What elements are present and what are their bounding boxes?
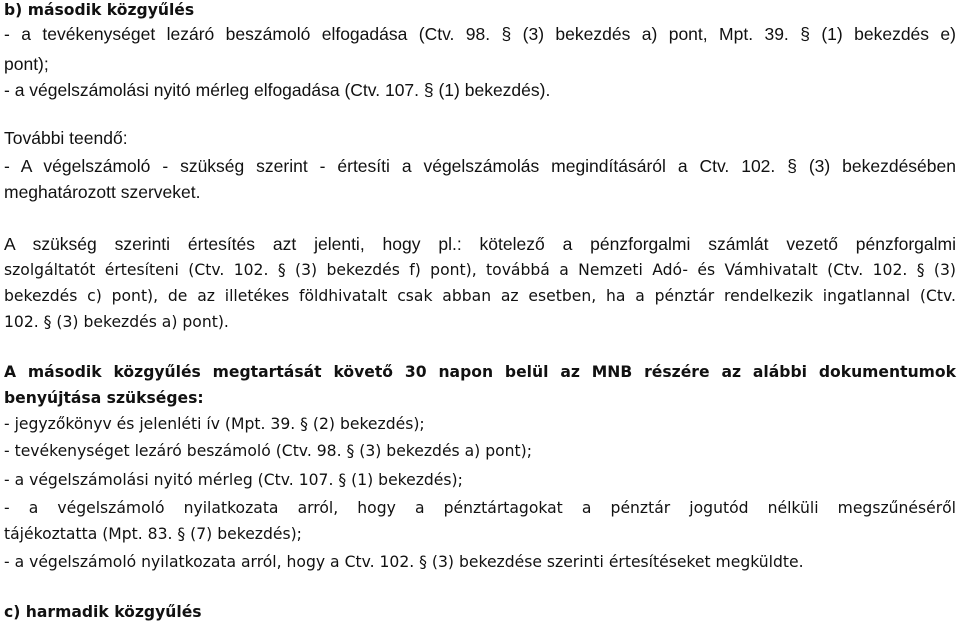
section-c-heading: c) harmadik közgyűlés — [4, 603, 202, 621]
section-b-item-1-cont: pont); — [4, 54, 49, 74]
mnb-doc-2: - tevékenységet lezáró beszámoló (Ctv. 98. § (3) bekezdés a) pont); — [4, 442, 532, 460]
mnb-doc-4-cont: tájékoztatta (Mpt. 83. § (7) bekezdés); — [4, 525, 302, 543]
section-b-heading: b) második közgyűlés — [4, 1, 195, 19]
mnb-doc-3: - a végelszámolási nyitó mérleg (Ctv. 107. § (1) bekezdés); — [4, 471, 463, 489]
notice-line-2: szolgáltatót értesíteni (Ctv. 102. § (3) bekezdés f) pont), továbbá a Nemzeti Adó- és Vámhivatalt (Ctv. 102. § (3) — [4, 261, 956, 279]
further-task-line-2: meghatározott szerveket. — [4, 182, 201, 202]
mnb-doc-1: - jegyzőkönyv és jelenléti ív (Mpt. 39. § (2) bekezdés); — [4, 415, 425, 433]
further-task-label: További teendő: — [4, 128, 128, 148]
section-b-item-1: - a tevékenységet lezáró beszámoló elfogadása (Ctv. 98. § (3) bekezdés a) pont, Mpt. 39. § (1) bekezdés e) — [4, 24, 956, 44]
mnb-heading-line-2: benyújtása szükséges: — [4, 389, 204, 407]
mnb-heading-line-1: A második közgyűlés megtartását követő 30 napon belül az MNB részére az alábbi dokumentumok — [4, 363, 956, 381]
mnb-doc-4: - a végelszámoló nyilatkozata arról, hogy a pénztártagokat a pénztár jogutód nélküli megszűnéséről — [4, 499, 956, 517]
notice-line-3: bekezdés c) pont), de az illetékes földhivatalt csak abban az esetben, ha a pénztár rendelkezik ingatlannal (Ctv. — [4, 287, 956, 305]
section-b-item-2: - a végelszámolási nyitó mérleg elfogadása (Ctv. 107. § (1) bekezdés). — [4, 80, 551, 100]
mnb-doc-5: - a végelszámoló nyilatkozata arról, hogy a Ctv. 102. § (3) bekezdése szerinti értesítéseket megküldte. — [4, 553, 804, 571]
notice-line-4: 102. § (3) bekezdés a) pont). — [4, 313, 229, 331]
notice-line-1: A szükség szerinti értesítés azt jelenti, hogy pl.: kötelező a pénzforgalmi számlát vezető pénzforgalmi — [4, 234, 956, 254]
further-task-line-1: - A végelszámoló - szükség szerint - értesíti a végelszámolás megindításáról a Ctv. 102. § (3) bekezdésében — [4, 156, 956, 176]
